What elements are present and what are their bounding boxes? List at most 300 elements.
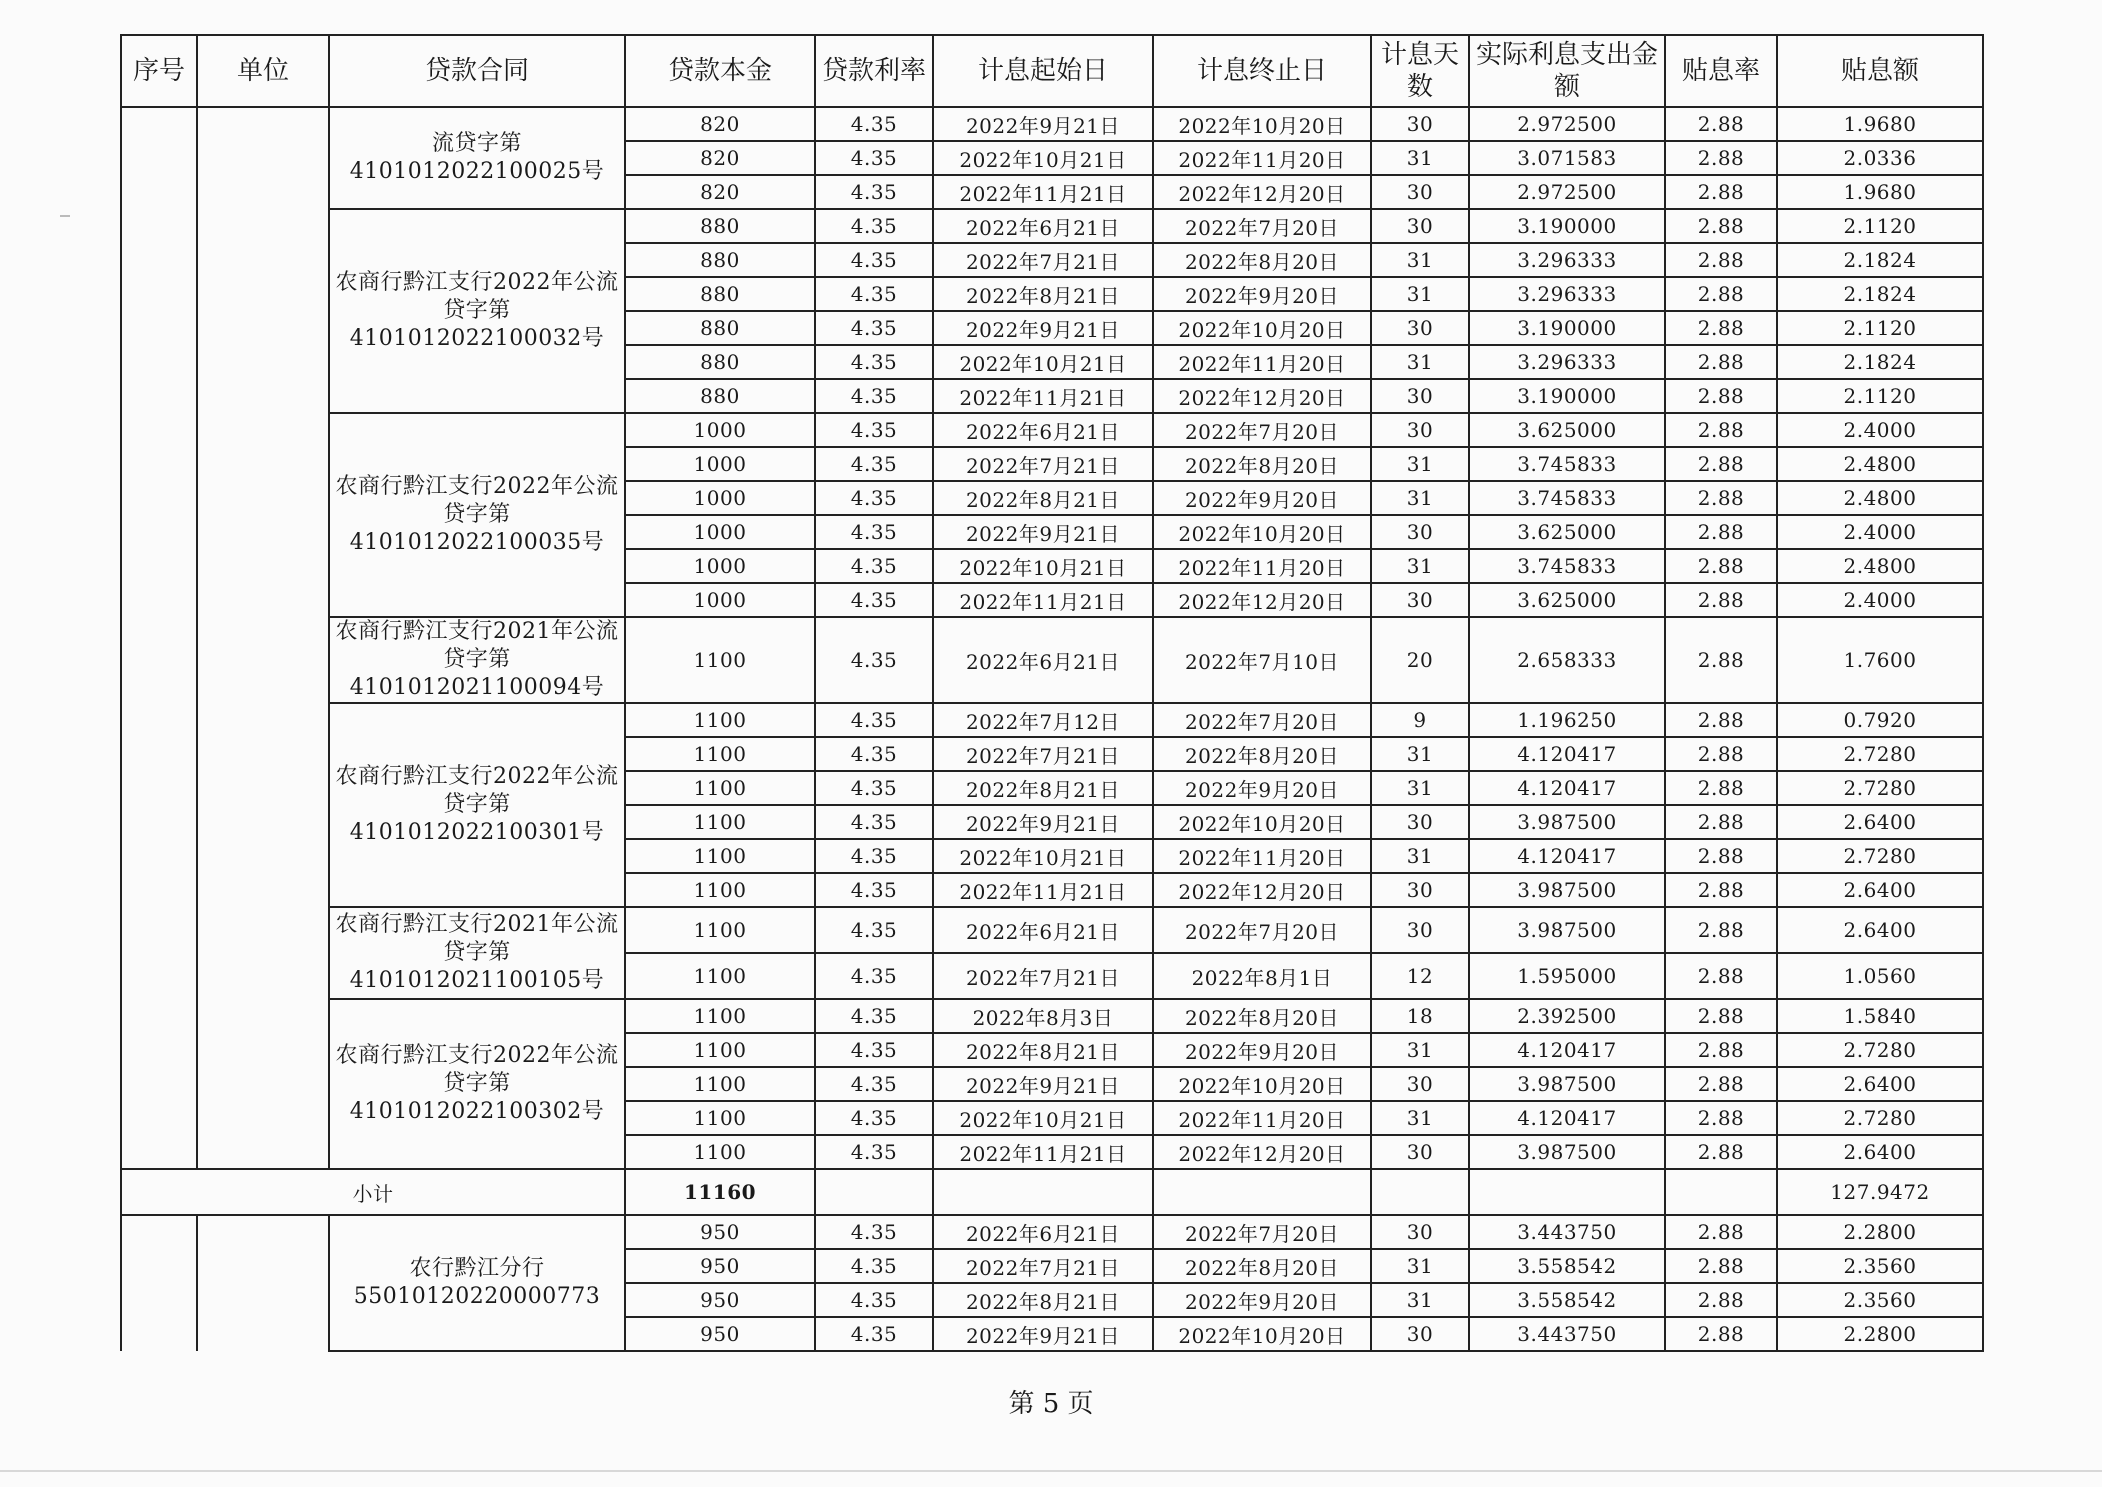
rate-cell: 4.35	[815, 447, 933, 481]
end-date-cell: 2022年10月20日	[1153, 1067, 1371, 1101]
interest-cell: 3.443750	[1469, 1317, 1665, 1351]
start-date-cell: 2022年6月21日	[933, 907, 1153, 953]
subtotal-empty-cell	[1469, 1169, 1665, 1215]
principal-cell: 1100	[625, 1101, 815, 1135]
days-cell: 31	[1371, 345, 1469, 379]
rate-cell: 4.35	[815, 1215, 933, 1249]
start-date-cell: 2022年6月21日	[933, 209, 1153, 243]
header-subsidy: 贴息额	[1777, 35, 1983, 107]
start-date-cell: 2022年11月21日	[933, 873, 1153, 907]
principal-cell: 950	[625, 1317, 815, 1351]
rate-cell: 4.35	[815, 515, 933, 549]
start-date-cell: 2022年10月21日	[933, 549, 1153, 583]
rate-cell: 4.35	[815, 703, 933, 737]
header-contract: 贷款合同	[329, 35, 625, 107]
start-date-cell: 2022年11月21日	[933, 1135, 1153, 1169]
end-date-cell: 2022年8月20日	[1153, 447, 1371, 481]
subsidy-rate-cell: 2.88	[1665, 277, 1777, 311]
subsidy-cell: 2.4000	[1777, 413, 1983, 447]
subsidy-rate-cell: 2.88	[1665, 209, 1777, 243]
interest-cell: 3.625000	[1469, 515, 1665, 549]
end-date-cell: 2022年7月20日	[1153, 703, 1371, 737]
table-row	[121, 703, 1983, 737]
start-date-cell: 2022年10月21日	[933, 345, 1153, 379]
start-date-cell: 2022年8月3日	[933, 999, 1153, 1033]
subsidy-cell: 2.1120	[1777, 209, 1983, 243]
subsidy-cell: 2.1824	[1777, 243, 1983, 277]
rate-cell: 4.35	[815, 737, 933, 771]
principal-cell: 1100	[625, 953, 815, 999]
days-cell: 31	[1371, 277, 1469, 311]
header-subsidy-rate: 贴息率	[1665, 35, 1777, 107]
subsidy-rate-cell: 2.88	[1665, 873, 1777, 907]
rate-cell: 4.35	[815, 839, 933, 873]
header-days: 计息天数	[1371, 35, 1469, 107]
rate-cell: 4.35	[815, 805, 933, 839]
interest-cell: 4.120417	[1469, 737, 1665, 771]
start-date-cell: 2022年7月21日	[933, 737, 1153, 771]
start-date-cell: 2022年6月21日	[933, 617, 1153, 703]
header-principal: 贷款本金	[625, 35, 815, 107]
end-date-cell: 2022年8月20日	[1153, 1249, 1371, 1283]
subsidy-cell: 2.4000	[1777, 515, 1983, 549]
subsidy-cell: 0.7920	[1777, 703, 1983, 737]
days-cell: 30	[1371, 379, 1469, 413]
principal-cell: 880	[625, 243, 815, 277]
subsidy-rate-cell: 2.88	[1665, 839, 1777, 873]
subsidy-cell: 2.1120	[1777, 311, 1983, 345]
table-header-row	[121, 35, 1983, 107]
interest-cell: 2.392500	[1469, 999, 1665, 1033]
start-date-cell: 2022年9月21日	[933, 107, 1153, 141]
rate-cell: 4.35	[815, 243, 933, 277]
interest-cell: 3.071583	[1469, 141, 1665, 175]
subsidy-rate-cell: 2.88	[1665, 999, 1777, 1033]
subtotal-empty-cell	[933, 1169, 1153, 1215]
subsidy-cell: 1.5840	[1777, 999, 1983, 1033]
interest-cell: 1.595000	[1469, 953, 1665, 999]
rate-cell: 4.35	[815, 413, 933, 447]
start-date-cell: 2022年9月21日	[933, 1317, 1153, 1351]
subsidy-cell: 1.7600	[1777, 617, 1983, 703]
principal-cell: 1100	[625, 907, 815, 953]
principal-cell: 880	[625, 379, 815, 413]
rate-cell: 4.35	[815, 175, 933, 209]
subsidy-cell: 2.6400	[1777, 873, 1983, 907]
interest-cell: 3.296333	[1469, 277, 1665, 311]
unit-cell	[197, 107, 329, 1169]
contract-cell: 农商行黔江支行2022年公流贷字第4101012022100302号	[329, 999, 625, 1169]
subsidy-rate-cell: 2.88	[1665, 1067, 1777, 1101]
interest-cell: 3.745833	[1469, 447, 1665, 481]
rate-cell: 4.35	[815, 1317, 933, 1351]
subsidy-rate-cell: 2.88	[1665, 379, 1777, 413]
end-date-cell: 2022年7月20日	[1153, 1215, 1371, 1249]
end-date-cell: 2022年11月20日	[1153, 549, 1371, 583]
rate-cell: 4.35	[815, 311, 933, 345]
rate-cell: 4.35	[815, 617, 933, 703]
interest-cell: 4.120417	[1469, 1033, 1665, 1067]
end-date-cell: 2022年9月20日	[1153, 481, 1371, 515]
start-date-cell: 2022年6月21日	[933, 413, 1153, 447]
rate-cell: 4.35	[815, 583, 933, 617]
principal-cell: 1100	[625, 1033, 815, 1067]
end-date-cell: 2022年10月20日	[1153, 1317, 1371, 1351]
interest-cell: 3.987500	[1469, 1135, 1665, 1169]
principal-cell: 1100	[625, 873, 815, 907]
rate-cell: 4.35	[815, 209, 933, 243]
start-date-cell: 2022年8月21日	[933, 481, 1153, 515]
subsidy-cell: 2.3560	[1777, 1249, 1983, 1283]
subsidy-rate-cell: 2.88	[1665, 175, 1777, 209]
subsidy-rate-cell: 2.88	[1665, 549, 1777, 583]
interest-cell: 3.558542	[1469, 1283, 1665, 1317]
days-cell: 31	[1371, 141, 1469, 175]
interest-cell: 3.558542	[1469, 1249, 1665, 1283]
subsidy-rate-cell: 2.88	[1665, 1283, 1777, 1317]
days-cell: 31	[1371, 1033, 1469, 1067]
principal-cell: 880	[625, 209, 815, 243]
table-row	[121, 1215, 1983, 1249]
days-cell: 30	[1371, 583, 1469, 617]
end-date-cell: 2022年9月20日	[1153, 1033, 1371, 1067]
scan-mark	[60, 215, 70, 217]
subsidy-rate-cell: 2.88	[1665, 953, 1777, 999]
start-date-cell: 2022年9月21日	[933, 311, 1153, 345]
days-cell: 30	[1371, 1317, 1469, 1351]
contract-cell: 农商行黔江支行2021年公流贷字第4101012021100105号	[329, 907, 625, 999]
subsidy-rate-cell: 2.88	[1665, 413, 1777, 447]
subsidy-cell: 2.7280	[1777, 839, 1983, 873]
subsidy-cell: 2.6400	[1777, 1135, 1983, 1169]
seq-cell	[121, 1215, 197, 1351]
subsidy-table	[120, 34, 1984, 1352]
end-date-cell: 2022年12月20日	[1153, 583, 1371, 617]
principal-cell: 1000	[625, 583, 815, 617]
days-cell: 30	[1371, 805, 1469, 839]
end-date-cell: 2022年9月20日	[1153, 277, 1371, 311]
start-date-cell: 2022年7月21日	[933, 953, 1153, 999]
principal-cell: 880	[625, 311, 815, 345]
start-date-cell: 2022年8月21日	[933, 277, 1153, 311]
end-date-cell: 2022年12月20日	[1153, 1135, 1371, 1169]
end-date-cell: 2022年8月20日	[1153, 737, 1371, 771]
principal-cell: 1000	[625, 549, 815, 583]
principal-cell: 1100	[625, 1067, 815, 1101]
principal-cell: 950	[625, 1249, 815, 1283]
table-row	[121, 107, 1983, 141]
end-date-cell: 2022年8月20日	[1153, 999, 1371, 1033]
start-date-cell: 2022年9月21日	[933, 515, 1153, 549]
end-date-cell: 2022年8月1日	[1153, 953, 1371, 999]
days-cell: 30	[1371, 1135, 1469, 1169]
days-cell: 20	[1371, 617, 1469, 703]
subsidy-rate-cell: 2.88	[1665, 107, 1777, 141]
principal-cell: 1000	[625, 481, 815, 515]
header-rate: 贷款利率	[815, 35, 933, 107]
principal-cell: 880	[625, 277, 815, 311]
start-date-cell: 2022年10月21日	[933, 839, 1153, 873]
interest-cell: 2.658333	[1469, 617, 1665, 703]
unit-cell	[197, 1215, 329, 1351]
principal-cell: 1100	[625, 703, 815, 737]
principal-cell: 950	[625, 1215, 815, 1249]
start-date-cell: 2022年11月21日	[933, 175, 1153, 209]
subsidy-rate-cell: 2.88	[1665, 737, 1777, 771]
days-cell: 30	[1371, 515, 1469, 549]
days-cell: 31	[1371, 243, 1469, 277]
rate-cell: 4.35	[815, 1067, 933, 1101]
days-cell: 9	[1371, 703, 1469, 737]
subtotal-empty-cell	[1153, 1169, 1371, 1215]
rate-cell: 4.35	[815, 1101, 933, 1135]
end-date-cell: 2022年12月20日	[1153, 873, 1371, 907]
principal-cell: 1100	[625, 771, 815, 805]
days-cell: 12	[1371, 953, 1469, 999]
subsidy-rate-cell: 2.88	[1665, 771, 1777, 805]
interest-cell: 3.190000	[1469, 209, 1665, 243]
days-cell: 30	[1371, 311, 1469, 345]
subsidy-cell: 2.4800	[1777, 549, 1983, 583]
subtotal-subsidy: 127.9472	[1777, 1169, 1983, 1215]
table-row	[121, 617, 1983, 703]
subsidy-rate-cell: 2.88	[1665, 1249, 1777, 1283]
interest-cell: 3.745833	[1469, 481, 1665, 515]
days-cell: 30	[1371, 1215, 1469, 1249]
subsidy-rate-cell: 2.88	[1665, 141, 1777, 175]
start-date-cell: 2022年10月21日	[933, 1101, 1153, 1135]
header-start-date: 计息起始日	[933, 35, 1153, 107]
start-date-cell: 2022年11月21日	[933, 379, 1153, 413]
subsidy-rate-cell: 2.88	[1665, 243, 1777, 277]
end-date-cell: 2022年10月20日	[1153, 515, 1371, 549]
subsidy-cell: 2.4000	[1777, 583, 1983, 617]
principal-cell: 1100	[625, 1135, 815, 1169]
subtotal-principal: 11160	[625, 1169, 815, 1215]
rate-cell: 4.35	[815, 1283, 933, 1317]
seq-cell	[121, 107, 197, 1169]
days-cell: 31	[1371, 737, 1469, 771]
rate-cell: 4.35	[815, 999, 933, 1033]
interest-cell: 3.625000	[1469, 583, 1665, 617]
subsidy-rate-cell: 2.88	[1665, 447, 1777, 481]
subsidy-cell: 2.7280	[1777, 737, 1983, 771]
subsidy-rate-cell: 2.88	[1665, 583, 1777, 617]
subsidy-rate-cell: 2.88	[1665, 1215, 1777, 1249]
principal-cell: 1100	[625, 839, 815, 873]
interest-cell: 3.987500	[1469, 873, 1665, 907]
header-seq: 序号	[121, 35, 197, 107]
days-cell: 31	[1371, 1101, 1469, 1135]
start-date-cell: 2022年7月21日	[933, 1249, 1153, 1283]
principal-cell: 950	[625, 1283, 815, 1317]
subsidy-rate-cell: 2.88	[1665, 805, 1777, 839]
interest-cell: 4.120417	[1469, 771, 1665, 805]
end-date-cell: 2022年12月20日	[1153, 175, 1371, 209]
end-date-cell: 2022年7月20日	[1153, 907, 1371, 953]
principal-cell: 820	[625, 107, 815, 141]
contract-cell: 农商行黔江支行2021年公流贷字第4101012021100094号	[329, 617, 625, 703]
days-cell: 30	[1371, 907, 1469, 953]
subsidy-cell: 2.1824	[1777, 345, 1983, 379]
rate-cell: 4.35	[815, 873, 933, 907]
days-cell: 30	[1371, 175, 1469, 209]
subsidy-rate-cell: 2.88	[1665, 1101, 1777, 1135]
table-row	[121, 209, 1983, 243]
rate-cell: 4.35	[815, 481, 933, 515]
subsidy-rate-cell: 2.88	[1665, 515, 1777, 549]
end-date-cell: 2022年7月20日	[1153, 209, 1371, 243]
interest-cell: 3.745833	[1469, 549, 1665, 583]
contract-cell: 农商行黔江支行2022年公流贷字第4101012022100301号	[329, 703, 625, 907]
subtotal-empty-cell	[1371, 1169, 1469, 1215]
interest-cell: 4.120417	[1469, 1101, 1665, 1135]
subsidy-cell: 2.2800	[1777, 1215, 1983, 1249]
end-date-cell: 2022年9月20日	[1153, 1283, 1371, 1317]
subsidy-cell: 2.6400	[1777, 805, 1983, 839]
header-interest: 实际利息支出金额	[1469, 35, 1665, 107]
header-unit: 单位	[197, 35, 329, 107]
end-date-cell: 2022年11月20日	[1153, 839, 1371, 873]
subsidy-cell: 2.1824	[1777, 277, 1983, 311]
rate-cell: 4.35	[815, 141, 933, 175]
rate-cell: 4.35	[815, 549, 933, 583]
contract-cell: 农行黔江分行 55010120220000773	[329, 1215, 625, 1351]
days-cell: 30	[1371, 107, 1469, 141]
principal-cell: 880	[625, 345, 815, 379]
start-date-cell: 2022年10月21日	[933, 141, 1153, 175]
subsidy-cell: 2.4800	[1777, 447, 1983, 481]
days-cell: 31	[1371, 839, 1469, 873]
subsidy-rate-cell: 2.88	[1665, 345, 1777, 379]
table-row	[121, 907, 1983, 953]
end-date-cell: 2022年10月20日	[1153, 311, 1371, 345]
table-row	[121, 413, 1983, 447]
subtotal-row	[121, 1169, 1983, 1215]
end-date-cell: 2022年8月20日	[1153, 243, 1371, 277]
days-cell: 30	[1371, 413, 1469, 447]
interest-cell: 2.972500	[1469, 107, 1665, 141]
page-number: 第 5 页	[1008, 1389, 1094, 1419]
subsidy-cell: 2.3560	[1777, 1283, 1983, 1317]
principal-cell: 1100	[625, 805, 815, 839]
subsidy-rate-cell: 2.88	[1665, 1317, 1777, 1351]
start-date-cell: 2022年7月21日	[933, 447, 1153, 481]
rate-cell: 4.35	[815, 907, 933, 953]
days-cell: 30	[1371, 1067, 1469, 1101]
days-cell: 31	[1371, 481, 1469, 515]
interest-cell: 3.296333	[1469, 243, 1665, 277]
interest-cell: 3.987500	[1469, 907, 1665, 953]
start-date-cell: 2022年7月12日	[933, 703, 1153, 737]
interest-cell: 3.190000	[1469, 311, 1665, 345]
subsidy-rate-cell: 2.88	[1665, 907, 1777, 953]
days-cell: 31	[1371, 771, 1469, 805]
table-body	[121, 107, 1983, 1351]
interest-cell: 3.190000	[1469, 379, 1665, 413]
start-date-cell: 2022年9月21日	[933, 805, 1153, 839]
subsidy-rate-cell: 2.88	[1665, 617, 1777, 703]
table-row	[121, 999, 1983, 1033]
subsidy-cell: 2.0336	[1777, 141, 1983, 175]
subsidy-rate-cell: 2.88	[1665, 481, 1777, 515]
rate-cell: 4.35	[815, 953, 933, 999]
rate-cell: 4.35	[815, 345, 933, 379]
principal-cell: 1000	[625, 447, 815, 481]
interest-cell: 3.987500	[1469, 1067, 1665, 1101]
start-date-cell: 2022年8月21日	[933, 1283, 1153, 1317]
start-date-cell: 2022年8月21日	[933, 771, 1153, 805]
end-date-cell: 2022年7月10日	[1153, 617, 1371, 703]
contract-cell: 农商行黔江支行2022年公流贷字第4101012022100035号	[329, 413, 625, 617]
subsidy-cell: 2.1120	[1777, 379, 1983, 413]
subsidy-cell: 1.9680	[1777, 107, 1983, 141]
contract-cell: 流贷字第 4101012022100025号	[329, 107, 625, 209]
rate-cell: 4.35	[815, 379, 933, 413]
rate-cell: 4.35	[815, 771, 933, 805]
end-date-cell: 2022年12月20日	[1153, 379, 1371, 413]
start-date-cell: 2022年9月21日	[933, 1067, 1153, 1101]
principal-cell: 1100	[625, 617, 815, 703]
subsidy-cell: 2.7280	[1777, 1033, 1983, 1067]
interest-cell: 3.625000	[1469, 413, 1665, 447]
subsidy-cell: 2.4800	[1777, 481, 1983, 515]
subsidy-cell: 1.9680	[1777, 175, 1983, 209]
days-cell: 31	[1371, 1249, 1469, 1283]
days-cell: 31	[1371, 447, 1469, 481]
subsidy-rate-cell: 2.88	[1665, 1033, 1777, 1067]
end-date-cell: 2022年11月20日	[1153, 345, 1371, 379]
end-date-cell: 2022年11月20日	[1153, 1101, 1371, 1135]
subsidy-cell: 2.6400	[1777, 1067, 1983, 1101]
end-date-cell: 2022年10月20日	[1153, 805, 1371, 839]
rate-cell: 4.35	[815, 277, 933, 311]
end-date-cell: 2022年9月20日	[1153, 771, 1371, 805]
header-end-date: 计息终止日	[1153, 35, 1371, 107]
subsidy-cell: 2.2800	[1777, 1317, 1983, 1351]
subtotal-empty-cell	[815, 1169, 933, 1215]
principal-cell: 820	[625, 175, 815, 209]
start-date-cell: 2022年6月21日	[933, 1215, 1153, 1249]
start-date-cell: 2022年8月21日	[933, 1033, 1153, 1067]
page-bottom-rule	[0, 1470, 2102, 1472]
days-cell: 18	[1371, 999, 1469, 1033]
start-date-cell: 2022年11月21日	[933, 583, 1153, 617]
interest-cell: 3.987500	[1469, 805, 1665, 839]
interest-cell: 2.972500	[1469, 175, 1665, 209]
start-date-cell: 2022年7月21日	[933, 243, 1153, 277]
subsidy-cell: 1.0560	[1777, 953, 1983, 999]
rate-cell: 4.35	[815, 1033, 933, 1067]
interest-cell: 3.443750	[1469, 1215, 1665, 1249]
end-date-cell: 2022年7月20日	[1153, 413, 1371, 447]
contract-cell: 农商行黔江支行2022年公流贷字第4101012022100032号	[329, 209, 625, 413]
rate-cell: 4.35	[815, 1135, 933, 1169]
interest-cell: 3.296333	[1469, 345, 1665, 379]
subsidy-rate-cell: 2.88	[1665, 311, 1777, 345]
rate-cell: 4.35	[815, 107, 933, 141]
days-cell: 31	[1371, 549, 1469, 583]
principal-cell: 1100	[625, 999, 815, 1033]
rate-cell: 4.35	[815, 1249, 933, 1283]
end-date-cell: 2022年11月20日	[1153, 141, 1371, 175]
principal-cell: 1000	[625, 515, 815, 549]
principal-cell: 820	[625, 141, 815, 175]
subsidy-cell: 2.6400	[1777, 907, 1983, 953]
end-date-cell: 2022年10月20日	[1153, 107, 1371, 141]
subtotal-label: 小计	[121, 1169, 625, 1215]
interest-cell: 1.196250	[1469, 703, 1665, 737]
